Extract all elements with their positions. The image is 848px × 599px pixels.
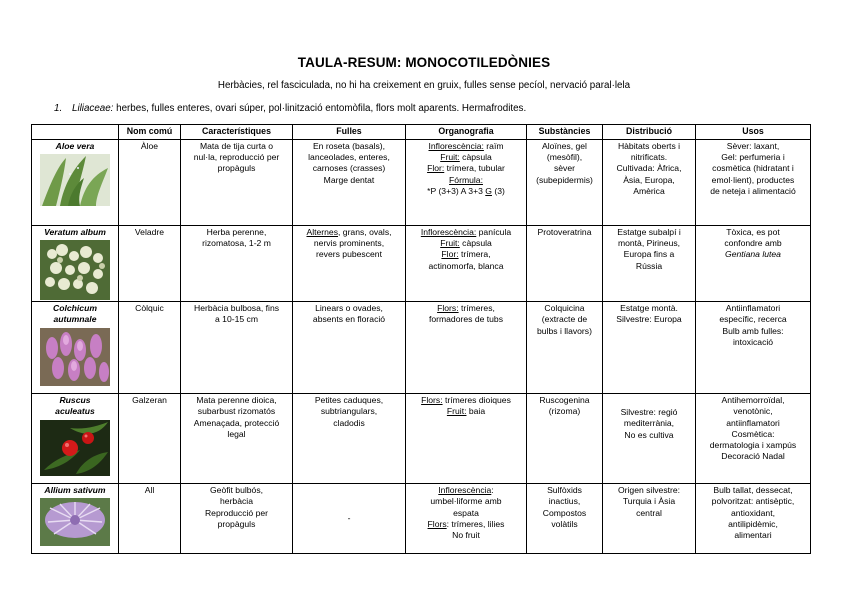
label-underlined: Fruit: [440,238,460,249]
species-name: Aloe vera [55,141,95,151]
veratrum-flowers-photo-icon [40,240,110,300]
value: : trímeres, lilies [446,518,505,529]
distribution-cell [603,302,696,394]
text-line: Turquia i Àsia [622,496,676,507]
text-line: No es cultiva [624,429,674,440]
text-line: Compostos [542,507,587,518]
page-subtitle: Herbàcies, rel fasciculada, no hi ha creixement en gruix, fulles sense pecíol, nervació paral·lela [217,80,631,91]
text-line: Rússia [635,260,663,271]
text-line [408,303,524,314]
common-name-cell: All [119,484,181,554]
text-line: - [347,513,351,524]
value: trímeres, [458,303,495,314]
text-line: Linears o ovades, [315,303,383,314]
leaves-cell [293,394,406,484]
species-name: Veratum album [44,227,106,237]
text-line: mediterrània, [623,418,675,429]
family-description [54,103,526,114]
text-line: antilipidèmic, [728,518,778,529]
allium-flowers-photo-icon [40,498,110,546]
characteristics-cell [181,140,293,226]
text-line: Tòxica, es pot [726,227,780,237]
characteristics-cell [181,394,293,484]
text-line: actinomorfa, blanca [428,260,504,271]
text-line: emol·lient), productes [711,174,795,185]
text-line [408,485,524,496]
text-line: Origen silvestre: [617,485,681,496]
text-line: propàguls [217,163,256,174]
text-line [408,227,524,238]
species-cell [32,484,119,554]
value: *P (3+3) A 3+3 [427,185,486,196]
text-line: confondre amb [724,238,782,249]
label-underlined: Inflorescència [438,485,492,496]
distribution-cell [603,140,696,226]
text-line: (rizoma) [548,406,581,417]
header-characteristics: Característiques [181,125,293,140]
text-line: montà, Pirineus, [617,238,681,249]
colchicum-flowers-photo-icon [40,328,110,386]
text-line: específic, recerca [719,314,787,325]
text-line: antiinflamatori [726,417,780,428]
label-underlined: Fórmula: [449,174,483,185]
floral-formula [408,186,524,197]
text-line: Bulb amb fulles: [722,325,784,336]
leaves-cell [293,484,406,554]
text-line: volàtils [551,518,578,529]
text-line: Geòfit bulbós, [209,485,264,496]
uses-cell [696,302,811,394]
label-underlined: Flor: [427,163,445,174]
text-line: bulbs i llavors) [537,325,592,336]
text-line: alimentari [734,530,772,541]
common-name-cell: Còlquic [119,302,181,394]
text-line: carnoses (crasses) [312,163,386,174]
text-line: Herba perenne, [206,227,267,237]
value: (3) [491,185,505,196]
text-line: Bulb tallat, dessecat, [713,485,793,496]
species-name-line: autumnale [53,314,97,325]
organography-cell [406,140,527,226]
text-line: Ruscogenina [539,395,590,406]
text-line: formadores de tubs [428,314,504,325]
text-line: En roseta (basals), [312,141,386,151]
uses-cell [696,140,811,226]
distribution-cell [603,226,696,302]
substances-cell [527,302,603,394]
text-line: Gel: perfumeria i [721,152,785,163]
gynoecium-symbol: G [485,185,492,196]
text-line: Marge dentat [323,174,375,185]
text-line: Amenaçada, protecció [193,417,280,428]
text-line: dermatologia i xampús [709,440,797,451]
label-underlined: Flors [427,518,447,529]
species-cell [32,140,119,226]
organography-cell [406,226,527,302]
text-line: Cosmètica: [731,428,775,439]
uses-cell [696,484,811,554]
text-line: rizomatosa, 1-2 m [202,238,271,249]
family-text: herbes, fulles enteres, ovari súper, pol·linització entomòfila, flors molt aparents. Hermafrodites. [116,103,527,114]
text-line [408,519,524,530]
text-line: intoxicació [732,336,774,347]
species-cell [32,226,119,302]
text-line: lanceolades, enteres, [308,152,390,163]
text-line: antioxidant, [731,507,775,518]
common-name-cell: Àloe [119,140,181,226]
text-line: Silvestre: regió [620,407,678,418]
value: , grans, ovals, [338,227,392,237]
leaves-cell [293,226,406,302]
text-line: subarbust rizomatós [197,406,276,417]
table-row [32,226,811,302]
text-line: Mata perenne dioica, [196,395,277,406]
leaves-cell [293,302,406,394]
text-line [408,395,524,406]
uses-cell [696,394,811,484]
text-line [408,406,524,417]
text-line: cladodis [333,417,365,428]
aloe-plant-photo-icon [40,154,110,206]
value: trímera, tubular [444,163,505,174]
value: baia [466,406,486,417]
text-line [408,175,524,186]
text-line: (mesòfil), [546,152,583,163]
text-line-italic: Gentiana lutea [725,249,781,260]
species-cell [32,394,119,484]
page-title: TAULA-RESUM: MONOCOTILEDÒNIES [297,55,551,70]
text-line: (subepidermis) [536,174,593,185]
text-line: central [636,507,662,518]
text-line: de neteja i alimentació [710,185,796,196]
text-line: Decoració Nadal [721,451,785,462]
text-line: nitrificats. [630,152,668,163]
header-substances: Substàncies [527,125,603,140]
value: panícula [476,227,512,237]
text-line: legal [227,428,246,439]
label-underlined: Flors: [437,303,459,314]
value: trímeres dioiques [442,395,511,406]
value: : [491,485,494,496]
distribution-cell [603,484,696,554]
text-line: Antihemorroïdal, [721,395,785,406]
text-line [408,141,524,152]
text-line: subtriangulars, [320,406,378,417]
text-line: inactius, [548,496,581,507]
summary-table [31,124,811,554]
label-underlined: Alternes [306,227,339,237]
value: trímera, [458,249,491,260]
text-line: Reproducció per [204,507,269,518]
value: raïm [483,141,504,151]
text-line [408,152,524,163]
family-name: Liliaceae: [72,103,114,114]
substances-cell [527,484,603,554]
label-underlined: Fruit: [440,152,460,163]
text-line: Hàbitats oberts i [617,141,681,151]
header-leaves: Fulles [293,125,406,140]
species-cell [32,302,119,394]
text-line: (extracte de [541,314,588,325]
uses-cell [696,226,811,302]
species-name [34,303,116,325]
substances-cell [527,140,603,226]
text-line: Mata de tija curta o [199,141,274,151]
header-row [32,125,811,140]
text-line: Silvestre: Europa [616,314,682,325]
ruscus-berries-photo-icon [40,420,110,476]
text-line: Estatge montà. [620,303,678,314]
header-species [32,125,119,140]
text-line: nervis prominents, [313,238,385,249]
family-number: 1. [54,103,63,114]
distribution-cell [603,394,696,484]
text-line: Herbàcia bulbosa, fins [193,303,280,314]
text-line: Antiinflamatori [725,303,781,314]
table-row [32,394,811,484]
organography-cell [406,302,527,394]
leaves-cell [293,140,406,226]
label-underlined: Flor: [441,249,459,260]
text-line: Sulfòxids [547,485,582,496]
characteristics-cell [181,226,293,302]
text-line [295,227,403,238]
characteristics-cell [181,484,293,554]
table-row [32,140,811,226]
species-name-line: aculeatus [55,406,95,417]
value: càpsula [459,238,492,249]
text-line: espata [453,507,479,518]
text-line: Colquicina [544,303,585,314]
species-name: Allium sativum [44,485,106,496]
common-name-cell: Galzeran [119,394,181,484]
text-line: revers pubescent [316,249,382,260]
text-line: No fruit [452,530,480,541]
text-line: Aloïnes, gel [542,141,587,151]
text-line [408,163,524,174]
label-underlined: Inflorescència: [428,141,484,151]
text-line: Europa fins a [623,249,675,260]
label-underlined: Flors: [421,395,443,406]
header-common-name: Nom comú [119,125,181,140]
species-name-line: Ruscus [59,395,91,406]
characteristics-cell [181,302,293,394]
header-organography: Organografia [406,125,527,140]
text-line: Estatge subalpí i [617,227,681,237]
header-uses: Usos [696,125,811,140]
text-line: umbel·liforme amb [430,496,502,507]
text-line: Petites caduques, [314,395,384,406]
label-underlined: Inflorescència: [420,227,477,237]
text-line: Cultivada: Àfrica, [616,163,682,174]
species-name [34,395,116,417]
value: càpsula [459,152,492,163]
text-line: Àsia, Europa, [623,174,675,185]
text-line: polvoritzat: antisèptic, [711,496,795,507]
text-line: herbàcia [220,496,253,507]
header-distribution: Distribució [603,125,696,140]
text-line: cosmètica (hidratant i [712,163,794,174]
species-name-line: Colchicum [53,303,97,314]
substances-cell [527,226,603,302]
label-underlined: Fruit: [446,406,467,417]
text-line: venotònic, [733,406,773,417]
text-line: Protoveratrina [537,227,592,237]
text-line [408,238,524,249]
text-line: Sèver: laxant, [726,141,780,151]
text-line: a 10-15 cm [215,314,258,325]
text-line: Amèrica [633,185,665,196]
text-line: sèver [553,163,575,174]
common-name-cell: Veladre [119,226,181,302]
organography-cell [406,484,527,554]
text-line [408,249,524,260]
table-row [32,484,811,554]
substances-cell [527,394,603,484]
text-line: nul·la, reproducció per [193,152,280,163]
organography-cell [406,394,527,484]
text-line: absents en floració [312,314,386,325]
text-line: propàguls [217,518,256,529]
table-row [32,302,811,394]
